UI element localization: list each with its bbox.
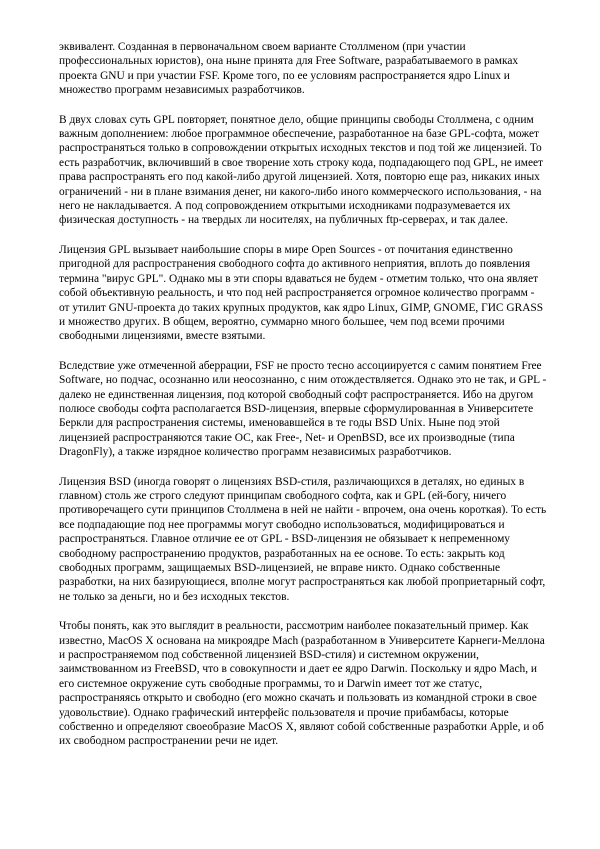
paragraph-4: Вследствие уже отмеченной аберрации, FSF не просто тесно ассоциируется с самим понятием Free Software, но подчас, осознанно или неосознанно, с ним отождествляется. Однако это не так, и GPL - далеко не единственная лицензия, под которой свободный софт распространяется. Ибо на другом полюсе свободы софта располагается BSD-лицензия, впервые сформулированная в Университете Беркли для распространения системы, именовавшейся в те годы BSD Unix. Ныне под этой лицензией распространяются такие ОС, как Free-, Net- и OpenBSD, все их производные (типа DragonFly), а также изрядное количество программ независимых разработчиков. bbox=[59, 359, 547, 459]
paragraph-1: эквивалент. Созданная в первоначальном своем варианте Столлменом (при участии профессиональных юристов), она ныне принята для Free Software, разрабатываемого в рамках проекта GNU и при участии FSF. Кроме того, по ее условиям распространяется ядро Linux и множество программ независимых разработчиков. bbox=[59, 41, 519, 97]
paragraph-3: Лицензия GPL вызывает наибольшие споры в мире Open Sources - от почитания единственно пригодной для распространения свободного софта до активного неприятия, вплоть до появления термина "вирус GPL". Однако мы в эти споры вдаваться не будем - отметим только, что она являет собой объективную реальность, и что под ней распространяется огромное количество программ - от утилит GNU-проекта до таких крупных продуктов, как ядро Linux, GIMP, GNOME, ГИС GRASS и множество других. В общем, вероятно, суммарно много большее, чем под всеми прочими свободными лицензиями, вместе взятыми. bbox=[59, 243, 544, 343]
document-page bbox=[59, 40, 547, 749]
paragraph-5: Лицензия BSD (иногда говорят о лицензиях BSD-стиля, различающихся в деталях, но единых в главном) столь же строго следуют принципам свободного софта, как и GPL (ей-богу, ничего противоречащего сути принципов Столлмена в ней не найти - впрочем, она очень короткая). То есть все подпадающие под нее программы могут свободно использоваться, модифицироваться и распространяться. Главное отличие ее от GPL - BSD-лицензия не обязывает к непременному свободному распространению продуктов, разработанных на ее основе. То есть: закрыть код свободных программ, защищаемых BSD-лицензией, не вправе никто. Однако собственные разработки, на них базирующиеся, вполне могут распространяться как любой проприетарный софт, не только за деньги, но и без исходных текстов. bbox=[59, 475, 547, 603]
paragraph-6: Чтобы понять, как это выглядит в реальности, рассмотрим наиболее показательный пример. Как известно, MacOS X основана на микроядре Mach (разработанном в Университете Карнеги-Меллона и распространяемом под собственной лицензией BSD-стиля) и системном окружении, заимствованном из FreeBSD, что в совокупности и дает ее ядро Darwin. Поскольку и ядро Mach, и его системное окружение суть свободные программы, то и Darwin имеет тот же статус, распространяясь открыто и свободно (его можно скачать и пользовать из командной строки в свое удовольствие). Однако графический интерфейс пользователя и прочие прибамбасы, которые собственно и определяют своеобразие MacOS X, являют собой собственные разработки Apple, и об их свободном распространении речи не идет. bbox=[59, 620, 545, 748]
paragraph-2: В двух словах суть GPL повторяет, понятное дело, общие принципы свободы Столлмена, с одним важным дополнением: любое программное обеспечение, разработанное на базе GPL-софта, может распространяться только в сопровождении открытых исходных текстов и под той же лицензией. То есть разработчик, включивший в свое творение хоть строку кода, подпадающего под GPL, не имеет права распространять его под какой-либо другой лицензией. Хотя, повторю еще раз, никаких иных ограничений - ни в плане взимания денег, ни какого-либо иного коммерческого использования, - на него не накладывается. А под сопровождением открытыми исходниками подразумевается их физическая доступность - на твердых ли носителях, на публичных ftp-серверах, и так далее. bbox=[59, 113, 544, 227]
